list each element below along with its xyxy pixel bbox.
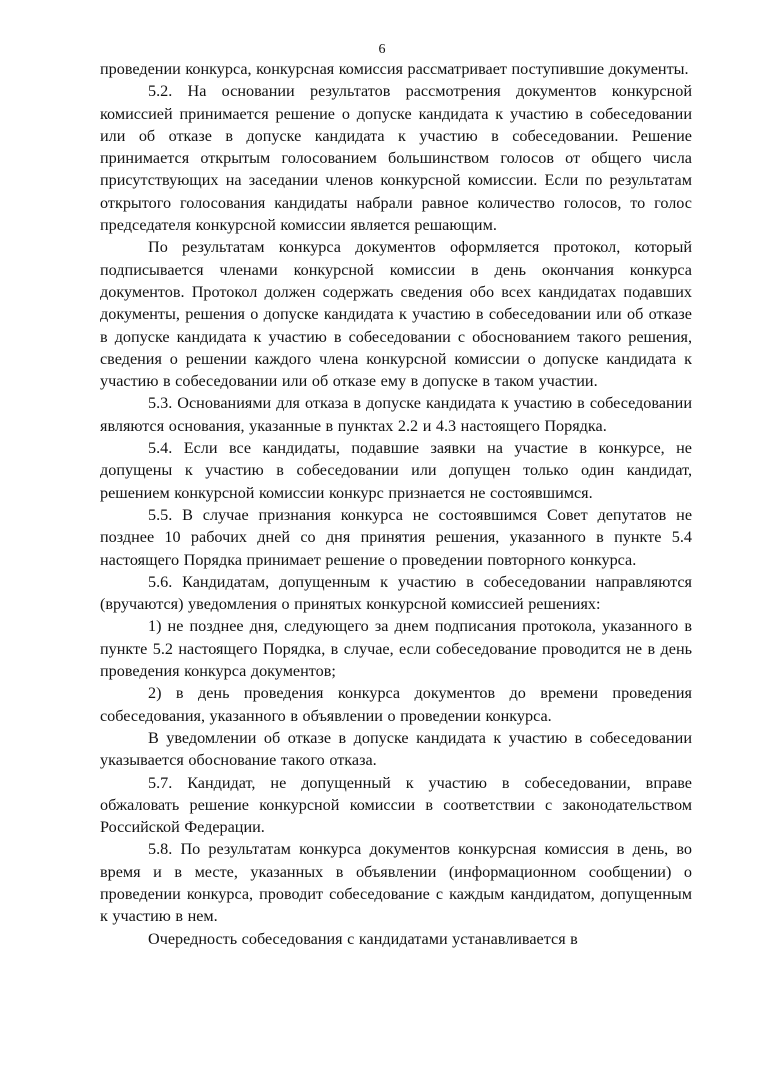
paragraph-5-8: 5.8. По результатам конкурса документов конкурсная комиссия в день, во время и в месте, указанных в объявлении (информационном сообщении) о проведении конкурса, проводит собеседование с каждым кандидатом, допущенным к участию в нем. (100, 840, 692, 926)
paragraph-interview-order: Очередность собеседования с кандидатами устанавливается в (148, 929, 578, 948)
paragraph-refusal-notice: В уведомлении об отказе в допуске кандидата к участию в собеседовании указывается обоснование такого отказа. (100, 728, 692, 770)
paragraph-5-5: 5.5. В случае признания конкурса не состоявшимся Совет депутатов не позднее 10 рабочих дней со дня принятия решения, указанного в пункте 5.4 настоящего Порядка принимает решение о проведении повторного конкурса. (100, 505, 692, 569)
document-body (100, 58, 692, 950)
paragraph-5-7: 5.7. Кандидат, не допущенный к участию в собеседовании, вправе обжаловать решение конкурсной комиссии в соответствии с законодательством Российской Федерации. (100, 773, 692, 837)
paragraph-continuation: проведении конкурса, конкурсная комиссия рассматривает поступившие документы. (100, 60, 689, 78)
paragraph-5-4: 5.4. Если все кандидаты, подавшие заявки на участие в конкурсе, не допущены к участию в собеседовании или допущен только один кандидат, решением конкурсной комиссии конкурс признается не состоявшимся. (100, 439, 692, 502)
page-number: 6 (378, 42, 386, 57)
paragraph-5-2: 5.2. На основании результатов рассмотрения документов конкурсной комиссией принимается решение о допуске кандидата к участию в собеседовании или об отказе в допуске кандидата к участию в собеседовании. Решение принимается открытым голосованием большинством голосов от общего числа присутствующих на заседании членов конкурсной комиссии. Если по результатам открытого голосования кандидаты набрали равное количество голосов, то голос председателя конкурсной комиссии является решающим. (100, 82, 692, 235)
paragraph-5-6-item-1: 1) не позднее дня, следующего за днем подписания протокола, указанного в пункте 5.2 настоящего Порядка, в случае, если собеседование проводится не в день проведения конкурса документов; (100, 617, 692, 681)
paragraph-5-6: 5.6. Кандидатам, допущенным к участию в собеседовании направляются (вручаются) уведомления о принятых конкурсной комиссией решениях: (100, 572, 692, 614)
paragraph-protocol: По результатам конкурса документов оформляется протокол, который подписывается членами конкурсной комиссии в день окончания конкурса документов. Протокол должен содержать сведения обо всех кандидатах подавших документы, решения о допуске кандидата к участию в собеседовании или об отказе в допуске кандидата к участию в собеседовании с обоснованием такого решения, сведения о решении каждого члена конкурсной комиссии о допуске кандидата к участию в собеседовании или об отказе ему в допуске в таком участии. (100, 238, 692, 391)
paragraph-5-6-item-2: 2) в день проведения конкурса документов до времени проведения собеседования, указанного в объявлении о проведении конкурса. (100, 684, 692, 725)
paragraph-5-3: 5.3. Основаниями для отказа в допуске кандидата к участию в собеседовании являются основания, указанные в пунктах 2.2 и 4.3 настоящего Порядка. (100, 394, 692, 435)
